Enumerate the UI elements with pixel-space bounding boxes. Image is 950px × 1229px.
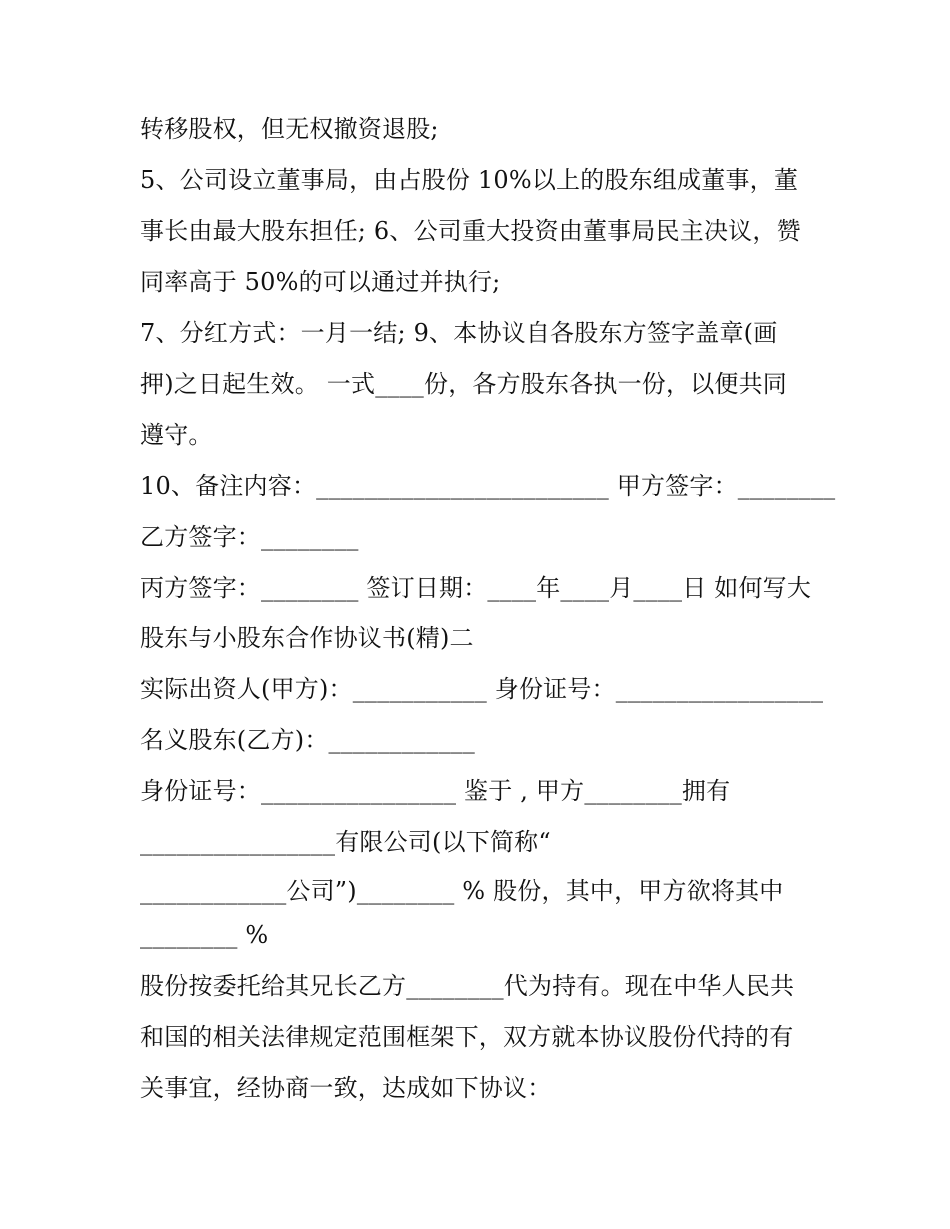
text-line: 乙方签字：________ bbox=[140, 523, 359, 551]
text-line: 股份按委托给其兄长乙方________代为持有。现在中华人民共 bbox=[140, 972, 795, 1000]
text-line: ________________有限公司(以下简称“ bbox=[140, 828, 551, 856]
text-line: 遵守。 bbox=[140, 421, 213, 449]
text-line: 丙方签字：________ 签订日期：____年____月____日 如何写大 bbox=[140, 574, 812, 602]
text-line: 10、备注内容：________________________ 甲方签字：________ bbox=[140, 472, 836, 500]
text-line: ____________公司”)________ % 股份，其中，甲方欲将其中 bbox=[140, 877, 784, 905]
text-line: 押)之日起生效。 一式____份，各方股东各执一份，以便共同 bbox=[140, 370, 787, 398]
text-line: 名义股东(乙方)：____________ bbox=[140, 726, 475, 754]
text-line: 实际出资人(甲方)：___________ 身份证号：_________________ bbox=[140, 675, 824, 703]
text-line: 身份证号：________________ 鉴于 , 甲方________拥有 bbox=[140, 777, 731, 805]
text-line: ________ % bbox=[140, 921, 269, 949]
text-line: 7、分红方式：一月一结; 9、本协议自各股东方签字盖章(画 bbox=[140, 319, 778, 347]
text-line: 和国的相关法律规定范围框架下，双方就本协议股份代持的有 bbox=[140, 1023, 794, 1051]
text-line: 转移股权，但无权撤资退股; bbox=[140, 115, 439, 143]
text-line: 5、公司设立董事局，由占股份 10%以上的股东组成董事，董 bbox=[140, 166, 799, 194]
text-line: 事长由最大股东担任; 6、公司重大投资由董事局民主决议，赞 bbox=[140, 217, 801, 245]
text-line: 关事宜，经协商一致，达成如下协议： bbox=[140, 1074, 552, 1102]
text-line: 股东与小股东合作协议书(精)二 bbox=[140, 624, 474, 652]
text-line: 同率高于 50%的可以通过并执行; bbox=[140, 268, 501, 296]
